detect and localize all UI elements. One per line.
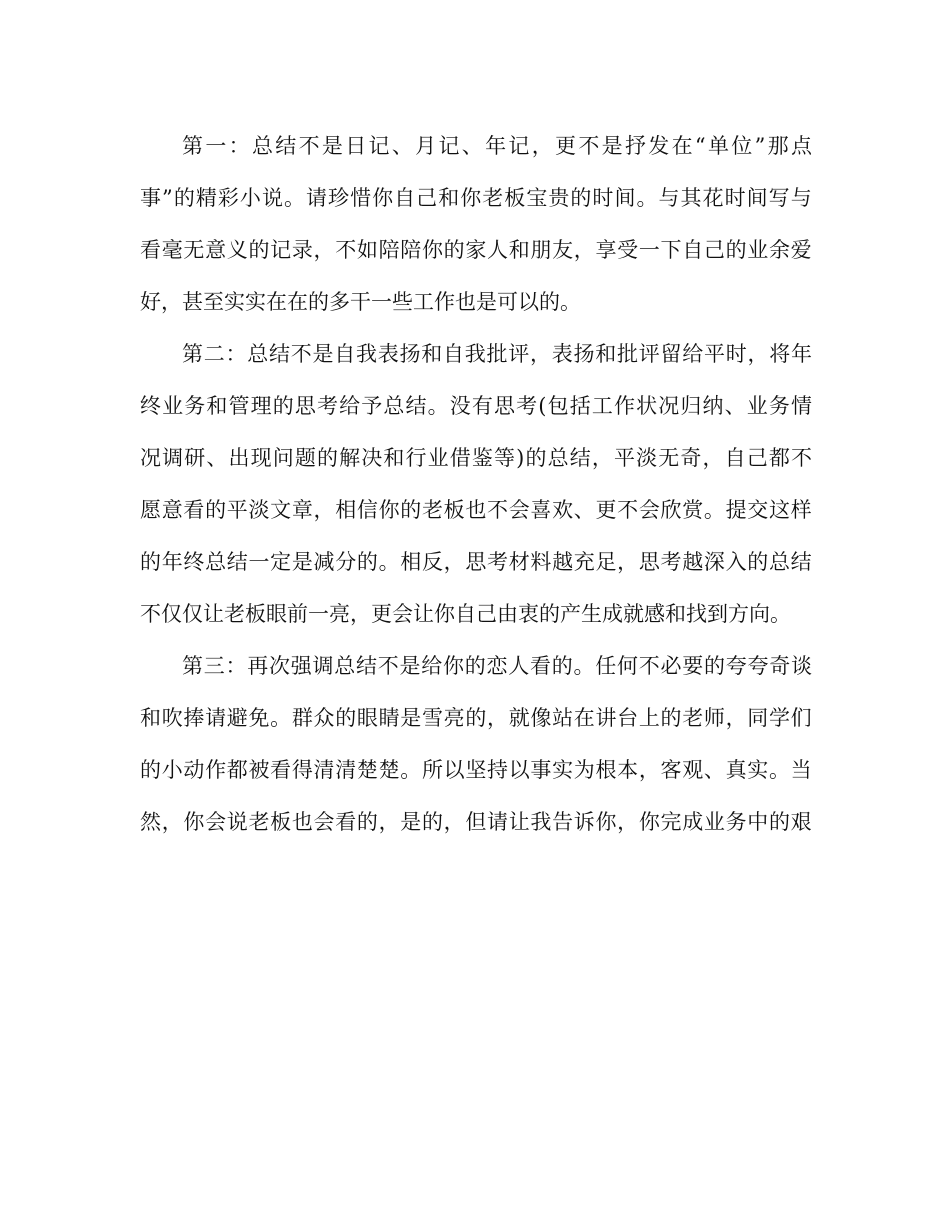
text-line: 的 小 动 作 都 被 看 得 清 清 楚 楚 。 所 以 坚 持 以 事 实 为 根 本 ， 客 观 、 真 实 。 当 bbox=[140, 758, 812, 782]
text-line: 然 ， 你 会 说 老 板 也 会 看 的 ， 是 的 ， 但 请 让 我 告 诉 你 ， 你 完 成 业 务 中 的 艰 bbox=[140, 810, 812, 834]
text-line: 看 毫 无 意 义 的 记 录 ， 不 如 陪 陪 你 的 家 人 和 朋 友 ， 享 受 一 下 自 己 的 业 余 爱 bbox=[140, 238, 812, 262]
text-line: 第 二 ： 总 结 不 是 自 我 表 扬 和 自 我 批 评 ， 表 扬 和 批 评 留 给 平 时 ， 将 年 bbox=[182, 342, 812, 366]
text-line: 的 年 终 总 结 一 定 是 减 分 的 。 相 反 ， 思 考 材 料 越 充 足 ， 思 考 越 深 入 的 总 结 bbox=[140, 550, 812, 574]
text-line: 不 仅 仅 让 老 板 眼 前 一 亮 ， 更 会 让 你 自 己 由 衷 的 产 生 成 就 感 和 找 到 方 向 。 bbox=[140, 602, 791, 626]
text-line: 好 ， 甚 至 实 实 在 在 的 多 干 一 些 工 作 也 是 可 以 的 。 bbox=[140, 290, 581, 314]
text-line: 和 吹 捧 请 避 免 。 群 众 的 眼 睛 是 雪 亮 的 ， 就 像 站 在 讲 台 上 的 老 师 ， 同 学 们 bbox=[140, 706, 812, 730]
text-line: 愿 意 看 的 平 淡 文 章 ， 相 信 你 的 老 板 也 不 会 喜 欢 、 更 不 会 欣 赏 。 提 交 这 样 bbox=[140, 498, 812, 522]
text-line: 第 三 ： 再 次 强 调 总 结 不 是 给 你 的 恋 人 看 的 。 任 何 不 必 要 的 夸 夸 奇 谈 bbox=[182, 654, 812, 678]
text-line: 况 调 研 、 出 现 问 题 的 解 决 和 行 业 借 鉴 等 ) 的 总 结 ， 平 淡 无 奇 ， 自 己 都 不 bbox=[140, 446, 812, 470]
document-body bbox=[140, 120, 812, 848]
text-line: 第 一 ： 总 结 不 是 日 记 、 月 记 、 年 记 ， 更 不 是 抒 发 在 “ 单 位 ” 那 点 bbox=[182, 134, 812, 158]
text-line: 终 业 务 和 管 理 的 思 考 给 予 总 结 。 没 有 思 考 ( 包 括 工 作 状 况 归 纳 、 业 务 情 bbox=[140, 394, 812, 418]
text-line: 事 ” 的 精 彩 小 说 。 请 珍 惜 你 自 己 和 你 老 板 宝 贵 的 时 间 。 与 其 花 时 间 写 与 bbox=[140, 186, 812, 210]
